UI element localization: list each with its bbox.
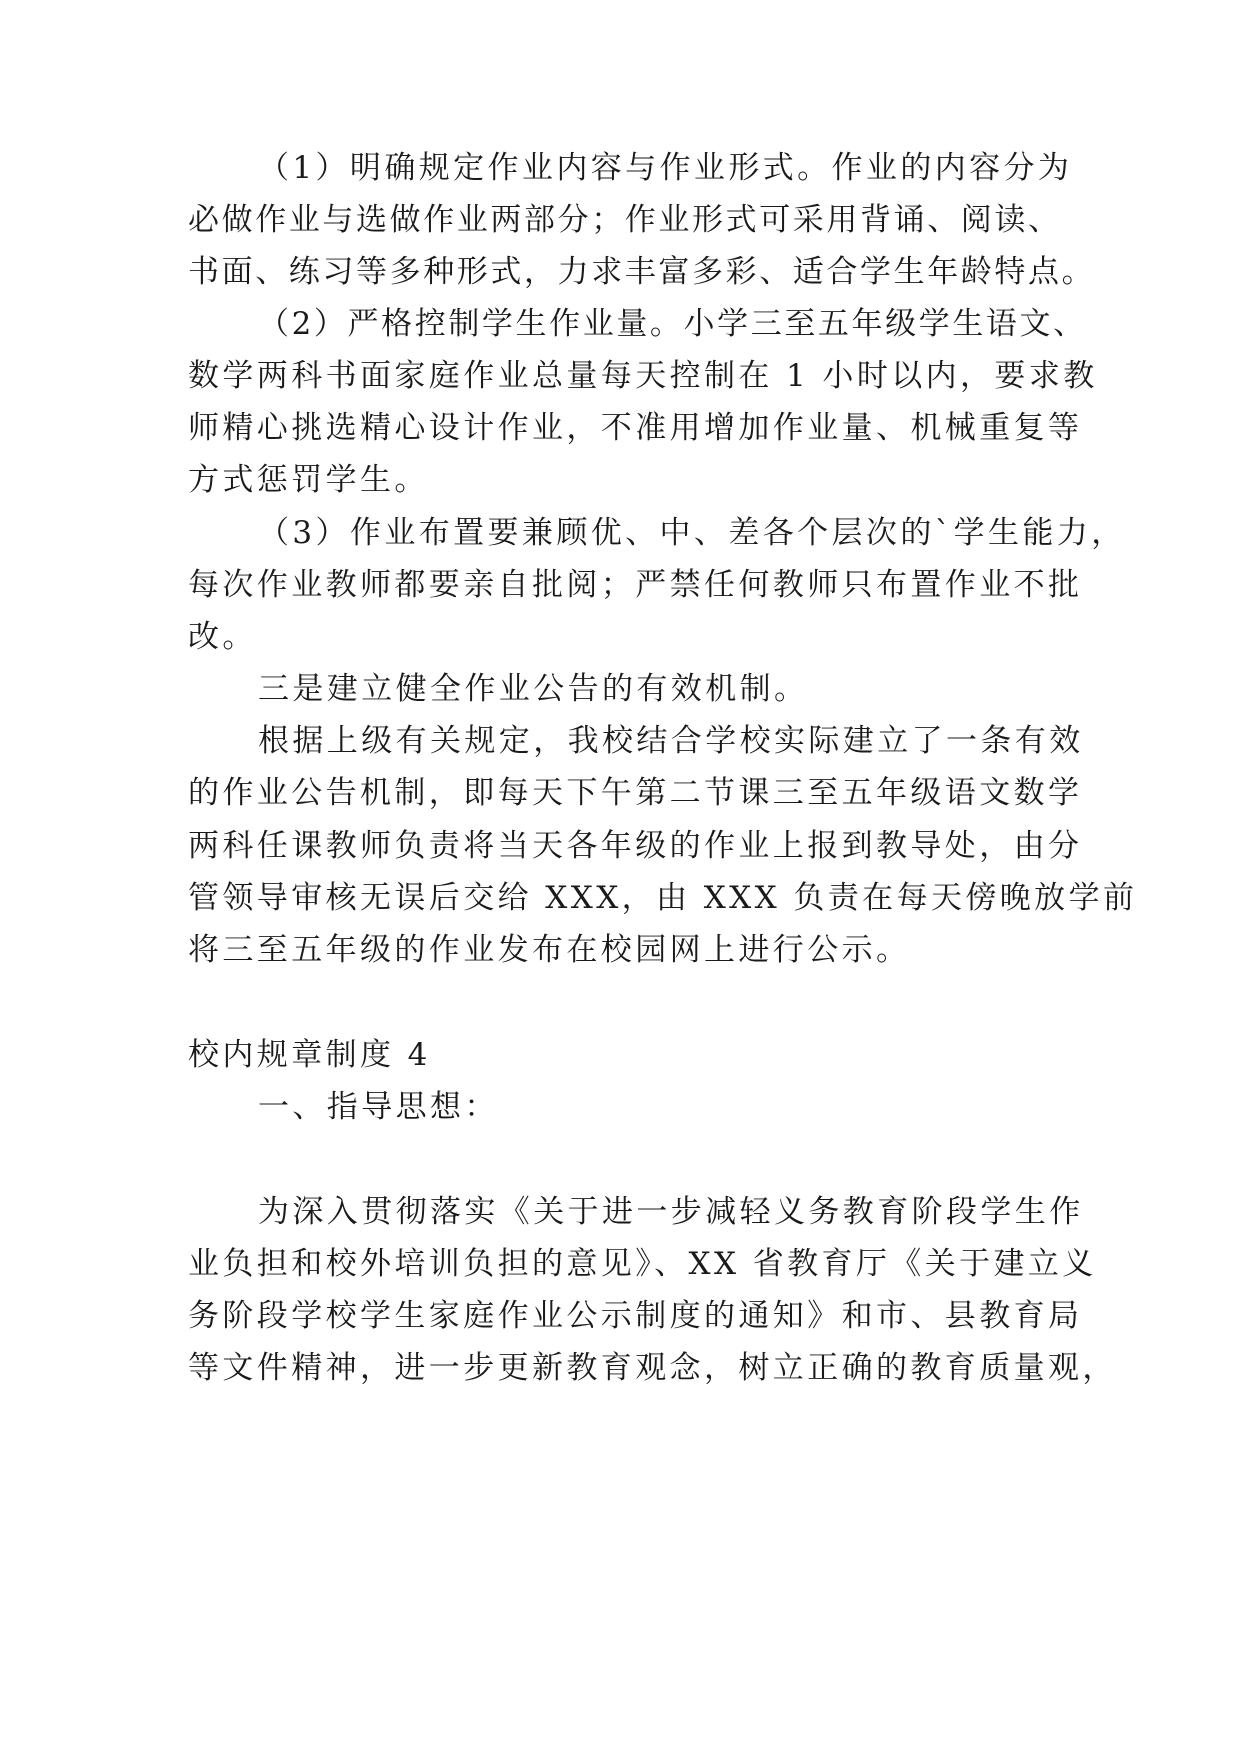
paragraph-line: （3）作业布置要兼顾优、中、差各个层次的`学生能力， bbox=[258, 515, 1126, 551]
paragraph-line: 务阶段学校学生家庭作业公示制度的通知》和市、县教育局 bbox=[188, 1298, 1083, 1334]
paragraph-line: 两科任课教师负责将当天各年级的作业上报到教导处，由分 bbox=[188, 828, 1083, 864]
section-heading: 校内规章制度 4 bbox=[188, 1037, 431, 1073]
paragraph-line: 业负担和校外培训负担的意见》、XX 省教育厅《关于建立义 bbox=[188, 1246, 1097, 1282]
paragraph-line: 管领导审核无误后交给 XXX，由 XXX 负责在每天傍晚放学前 bbox=[188, 880, 1138, 916]
paragraph-line: 书面、练习等多种形式，力求丰富多彩、适合学生年龄特点。 bbox=[188, 254, 1096, 290]
paragraph-line: 将三至五年级的作业发布在校园网上进行公示。 bbox=[188, 932, 911, 968]
paragraph-line: 数学两科书面家庭作业总量每天控制在 1 小时以内，要求教 bbox=[188, 358, 1098, 394]
paragraph-line: 三是建立健全作业公告的有效机制。 bbox=[258, 671, 809, 707]
paragraph-line: 师精心挑选精心设计作业，不准用增加作业量、机械重复等 bbox=[188, 410, 1083, 446]
paragraph-line: （1）明确规定作业内容与作业形式。作业的内容分为 bbox=[258, 150, 1073, 186]
paragraph-line: 根据上级有关规定，我校结合学校实际建立了一条有效 bbox=[258, 723, 1084, 759]
paragraph-line: 等文件精神，进一步更新教育观念，树立正确的教育质量观， bbox=[188, 1350, 1117, 1386]
paragraph-line: 改。 bbox=[188, 619, 257, 655]
paragraph-line: （2）严格控制学生作业量。小学三至五年级学生语文、 bbox=[258, 306, 1087, 342]
paragraph-line: 每次作业教师都要亲自批阅；严禁任何教师只布置作业不批 bbox=[188, 567, 1083, 603]
paragraph-line: 方式惩罚学生。 bbox=[188, 462, 429, 498]
subsection-heading: 一、指导思想： bbox=[258, 1089, 499, 1125]
paragraph-line: 的作业公告机制，即每天下午第二节课三至五年级语文数学 bbox=[188, 775, 1083, 811]
paragraph-line: 为深入贯彻落实《关于进一步减轻义务教育阶段学生作 bbox=[258, 1194, 1084, 1230]
paragraph-line: 必做作业与选做作业两部分；作业形式可采用背诵、阅读、 bbox=[188, 202, 1062, 238]
